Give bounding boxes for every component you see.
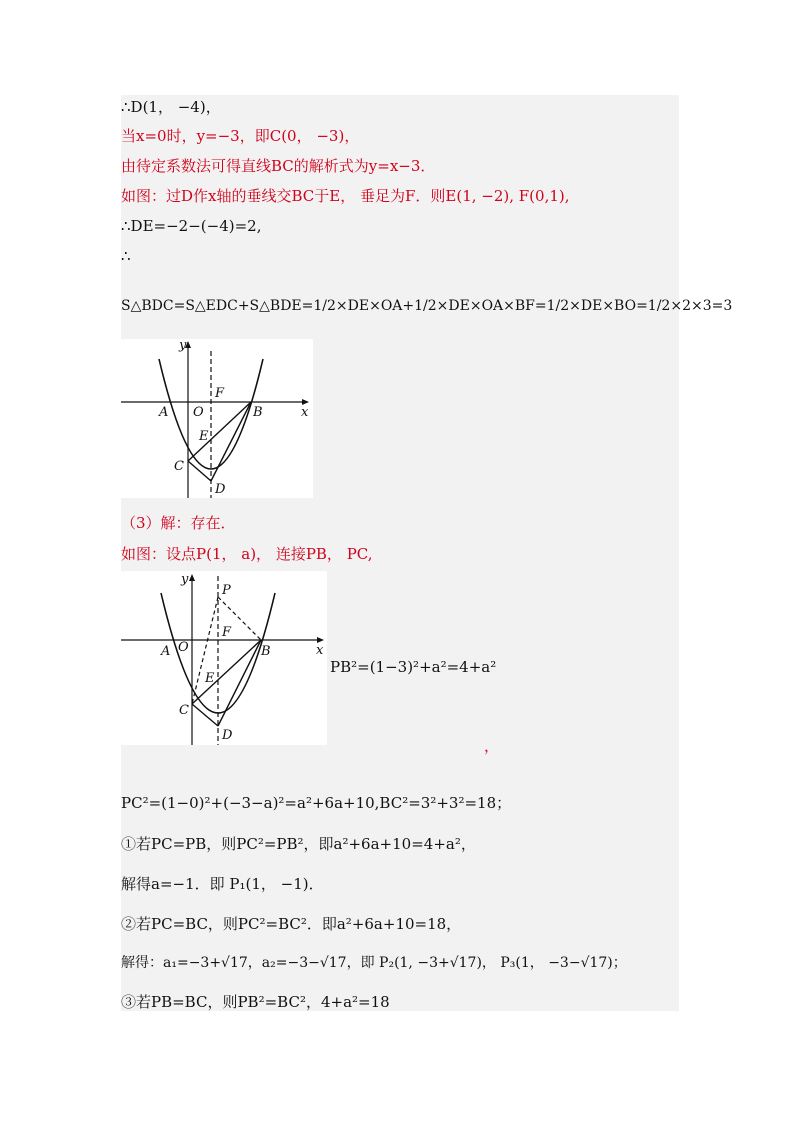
fig1-label-a: A xyxy=(159,405,169,420)
line-case1: ①若PC=PB，则PC²=PB²，即a²+6a+10=4+a²， xyxy=(121,835,476,853)
fig2-label-f: F xyxy=(222,625,232,640)
line-pb-squared: PB²=(1−3)²+a²=4+a² xyxy=(330,658,497,676)
line-area-formula: S△BDC=S△EDC+S△BDE=1/2×DE×OA+1/2×DE×OA×BF=1/2×DE×BO=1/2×2×3=3 xyxy=(121,298,733,314)
figure-1 xyxy=(121,339,313,498)
line-part3: （3）解：存在． xyxy=(121,514,236,532)
fig2-label-b: B xyxy=(261,644,271,659)
fig2-label-c: C xyxy=(179,703,189,718)
fig2-label-d: D xyxy=(222,728,233,743)
line-therefore: ∴ xyxy=(121,247,131,265)
line-case2: ②若PC=BC，则PC²=BC²．即a²+6a+10=18， xyxy=(121,915,462,933)
fig2-label-a: A xyxy=(161,644,171,659)
fig1-label-d: D xyxy=(215,482,226,497)
line-pc-bc-squared: PC²=(1−0)²+(−3−a)²=a²+6a+10,BC²=3²+3²=18； xyxy=(121,794,512,812)
line-de-length: ∴DE=−2−(−4)=2, xyxy=(121,217,262,235)
fig1-label-e: E xyxy=(199,429,209,444)
fig2-label-p: P xyxy=(222,583,231,598)
fig2-label-e: E xyxy=(205,671,215,686)
fig1-label-b: B xyxy=(253,405,263,420)
fig1-label-f: F xyxy=(215,386,225,401)
figure-2-graph xyxy=(121,571,327,745)
figure-1-graph xyxy=(121,339,313,498)
fig2-label-y: y xyxy=(181,572,189,587)
line-set-point-p: 如图：设点P(1， a)， 连接PB， PC, xyxy=(121,545,373,563)
figure-2 xyxy=(121,571,327,745)
fig1-label-o: O xyxy=(193,405,204,420)
fig2-label-o: O xyxy=(178,640,189,655)
line-comma: ， xyxy=(484,737,500,755)
line-case2-solution: 解得：a₁=−3+√17，a₂=−3−√17，即 P₂(1, −3+√17)， P₃(1， −3−√17)； xyxy=(121,955,627,971)
fig1-label-y: y xyxy=(179,339,187,353)
line-point-d: ∴D(1， −4)， xyxy=(121,98,221,116)
fig1-label-x: x xyxy=(301,405,309,420)
fig1-label-c: C xyxy=(174,459,184,474)
line-point-c: 当x=0时，y=−3，即C(0， −3)， xyxy=(121,127,360,145)
line-bc-equation: 由待定系数法可得直线BC的解析式为y=x−3． xyxy=(121,157,436,175)
line-perpendicular: 如图：过D作x轴的垂线交BC于E， 垂足为F．则E(1, −2), F(0,1), xyxy=(121,187,570,205)
line-case3: ③若PB=BC，则PB²=BC²，4+a²=18 xyxy=(121,993,390,1011)
line-case1-solution: 解得a=−1．即 P₁(1， −1)． xyxy=(121,875,324,893)
fig2-label-x: x xyxy=(316,643,324,658)
